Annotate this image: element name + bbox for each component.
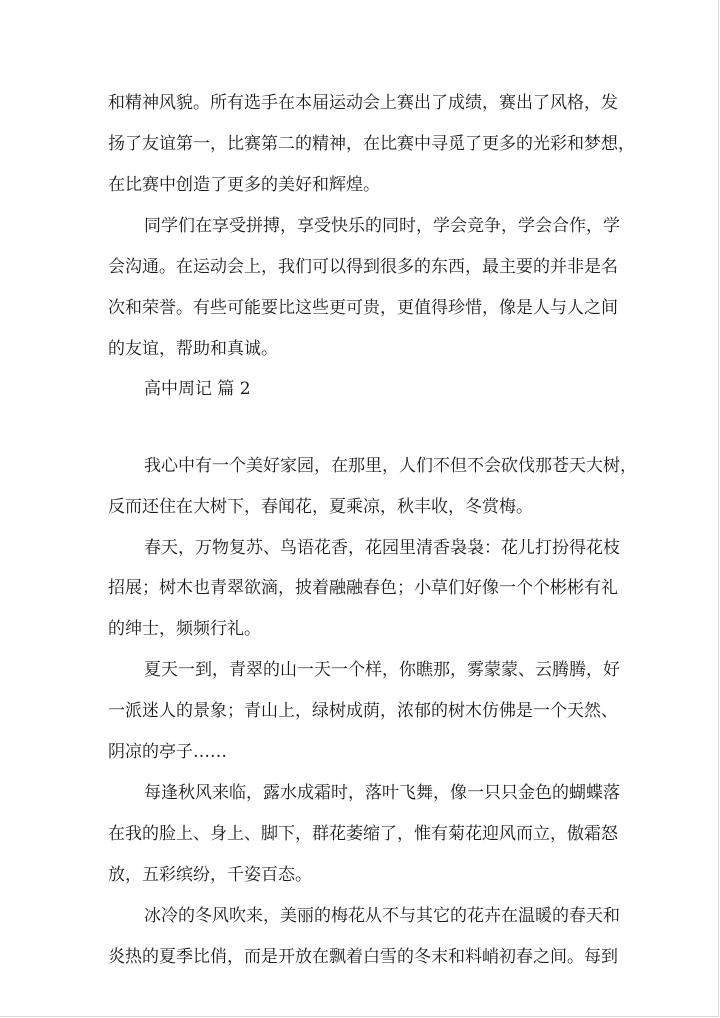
text-line: 和精神风貌。所有选手在本届运动会上赛出了成绩，赛出了风格，发 <box>108 93 618 113</box>
text-line: 夏天一到，青翠的山一天一个样，你瞧那，雾蒙蒙、云腾腾，好 <box>144 660 620 680</box>
text-line: 反而还住在大树下，春闻花，夏乘凉，秋丰收，冬赏梅。 <box>108 497 533 517</box>
text-line: 在我的脸上、身上、脚下，群花萎缩了，惟有菊花迎风而立，傲霜怒 <box>108 824 618 844</box>
text-line: 一派迷人的景象；青山上，绿树成荫，浓郁的树木仿佛是一个天然、 <box>108 701 618 721</box>
text-line: 我心中有一个美好家园，在那里，人们不但不会砍伐那苍天大树， <box>144 456 637 476</box>
text-line: 同学们在享受拼搏，享受快乐的同时，学会竞争，学会合作，学 <box>144 216 620 236</box>
text-line: 阴凉的亭子…… <box>108 742 227 762</box>
text-line: 炎热的夏季比俏，而是开放在飘着白雪的冬末和料峭初春之间。每到 <box>108 947 618 967</box>
text-line: 次和荣誉。有些可能要比这些更可贵，更值得珍惜，像是人与人之间 <box>108 298 618 318</box>
text-line: 的友谊，帮助和真诚。 <box>108 339 278 359</box>
text-line: 春天，万物复苏、鸟语花香，花园里清香袅袅：花儿打扮得花枝 <box>144 538 620 558</box>
text-line: 招展；树木也青翠欲滴，披着融融春色；小草们好像一个个彬彬有礼 <box>108 578 618 598</box>
text-line: 在比赛中创造了更多的美好和辉煌。 <box>108 175 380 195</box>
text-line: 的绅士，频频行礼。 <box>108 619 261 639</box>
text-line: 放，五彩缤纷，千姿百态。 <box>108 865 312 885</box>
text-line: 冰冷的冬风吹来，美丽的梅花从不与其它的花卉在温暖的春天和 <box>144 906 620 926</box>
text-line: 扬了友谊第一，比赛第二的精神，在比赛中寻觅了更多的光彩和梦想， <box>108 134 635 154</box>
text-line: 每逢秋风来临，露水成霜时，落叶飞舞，像一只只金色的蝴蝶落 <box>144 783 620 803</box>
section-heading: 高中周记 篇 2 <box>144 379 251 399</box>
text-line: 会沟通。在运动会上，我们可以得到很多的东西，最主要的并非是名 <box>108 257 618 277</box>
